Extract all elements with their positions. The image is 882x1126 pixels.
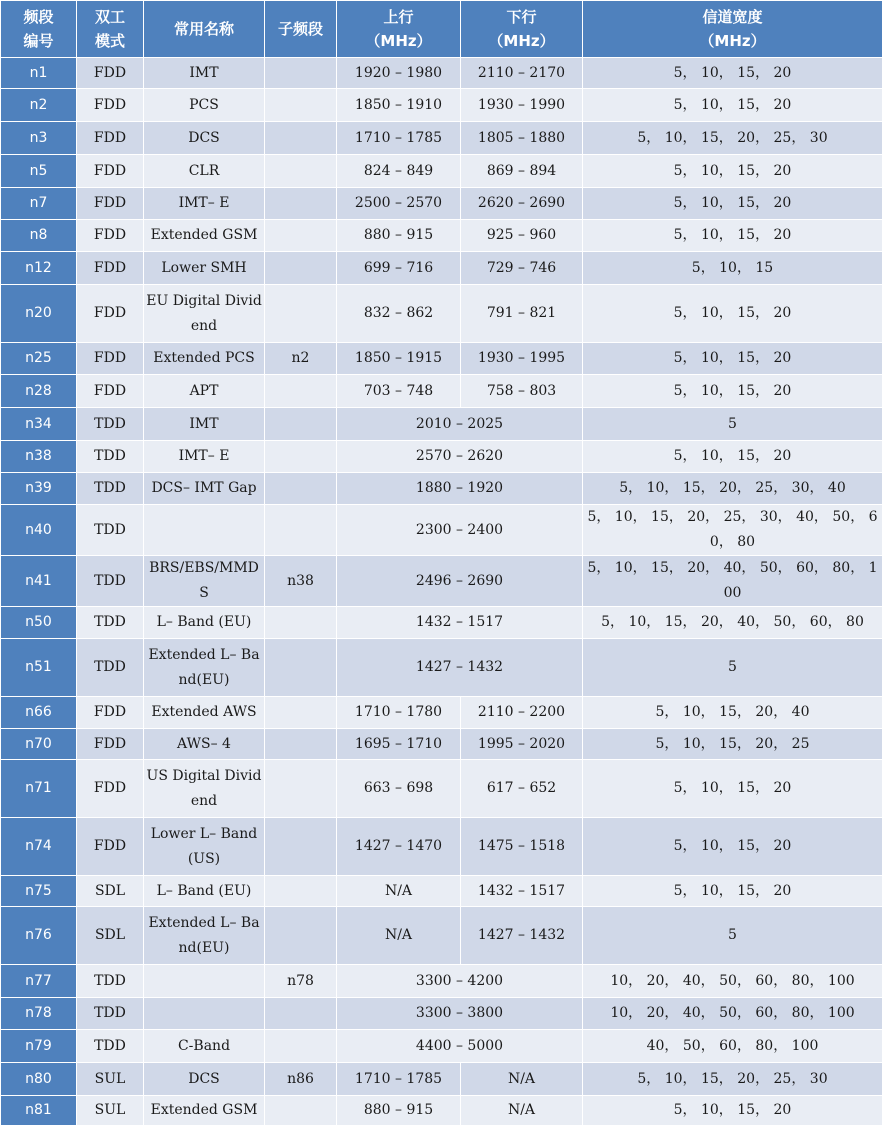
subband-cell xyxy=(265,1030,337,1063)
bandwidth-cell: 5， 10， 15， 20， 40 xyxy=(583,697,882,729)
band-cell: n76 xyxy=(1,907,77,965)
uplink-downlink-cell: 1427 – 1432 xyxy=(337,639,583,697)
name-cell: DCS xyxy=(144,122,265,155)
band-cell: n50 xyxy=(1,607,77,639)
downlink-cell: 1432 – 1517 xyxy=(461,876,583,907)
header-bandwidth xyxy=(583,1,882,58)
bandwidth-cell: 5， 10， 15， 20 xyxy=(583,58,882,89)
header-duplex-line2: 模式 xyxy=(79,29,141,53)
table-row xyxy=(1,1063,882,1096)
band-cell: n25 xyxy=(1,343,77,375)
uplink-cell: 824 – 849 xyxy=(337,155,461,188)
downlink-cell: 2110 – 2200 xyxy=(461,697,583,729)
bandwidth-cell: 5 xyxy=(583,408,882,441)
name-cell: IMT– E xyxy=(144,441,265,473)
uplink-downlink-cell: 2570 – 2620 xyxy=(337,441,583,473)
header-bandwidth-line1: 信道宽度 xyxy=(585,5,880,29)
name-cell: DCS xyxy=(144,1063,265,1096)
name-cell: BRS/EBS/MMDS xyxy=(144,556,265,607)
bandwidth-cell: 5， 10， 15 xyxy=(583,252,882,285)
subband-cell: n86 xyxy=(265,1063,337,1096)
table-row xyxy=(1,473,882,505)
duplex-cell: FDD xyxy=(77,375,144,408)
band-cell: n20 xyxy=(1,285,77,343)
table-row xyxy=(1,607,882,639)
table-row xyxy=(1,1030,882,1063)
name-cell: L– Band (EU) xyxy=(144,607,265,639)
bandwidth-cell: 5， 10， 15， 20 xyxy=(583,1096,882,1126)
band-cell: n8 xyxy=(1,220,77,252)
name-cell: CLR xyxy=(144,155,265,188)
uplink-downlink-cell: 4400 – 5000 xyxy=(337,1030,583,1063)
uplink-cell: 1695 – 1710 xyxy=(337,729,461,760)
subband-cell xyxy=(265,89,337,122)
bandwidth-cell: 40， 50， 60， 80， 100 xyxy=(583,1030,882,1063)
table-row xyxy=(1,188,882,220)
name-cell: US Digital Dividend xyxy=(144,760,265,818)
downlink-cell: 869 – 894 xyxy=(461,155,583,188)
downlink-cell: 1805 – 1880 xyxy=(461,122,583,155)
table-body xyxy=(1,58,882,1126)
name-cell xyxy=(144,965,265,998)
header-uplink-line1: 上行 xyxy=(339,5,458,29)
name-cell: Extended GSM xyxy=(144,220,265,252)
name-cell: PCS xyxy=(144,89,265,122)
bandwidth-cell: 5 xyxy=(583,907,882,965)
band-cell: n77 xyxy=(1,965,77,998)
duplex-cell: TDD xyxy=(77,441,144,473)
table-row xyxy=(1,876,882,907)
table-row xyxy=(1,965,882,998)
band-cell: n7 xyxy=(1,188,77,220)
table-row xyxy=(1,998,882,1030)
subband-cell xyxy=(265,998,337,1030)
duplex-cell: FDD xyxy=(77,729,144,760)
table-row xyxy=(1,122,882,155)
downlink-cell: 2110 – 2170 xyxy=(461,58,583,89)
duplex-cell: SUL xyxy=(77,1063,144,1096)
duplex-cell: FDD xyxy=(77,58,144,89)
bandwidth-cell: 5， 10， 15， 20， 25， 30， 40， 50， 60， 80 xyxy=(583,505,882,556)
bandwidth-cell: 5， 10， 15， 20 xyxy=(583,155,882,188)
downlink-cell: N/A xyxy=(461,1096,583,1126)
uplink-cell: 1850 – 1910 xyxy=(337,89,461,122)
subband-cell xyxy=(265,441,337,473)
header-duplex-line1: 双工 xyxy=(79,5,141,29)
subband-cell xyxy=(265,729,337,760)
subband-cell xyxy=(265,505,337,556)
table-row xyxy=(1,285,882,343)
bandwidth-cell: 5， 10， 15， 20 xyxy=(583,375,882,408)
band-cell: n71 xyxy=(1,760,77,818)
downlink-cell: 729 – 746 xyxy=(461,252,583,285)
duplex-cell: TDD xyxy=(77,965,144,998)
bandwidth-cell: 5， 10， 15， 20， 25， 30 xyxy=(583,1063,882,1096)
uplink-downlink-cell: 2300 – 2400 xyxy=(337,505,583,556)
name-cell: C-Band xyxy=(144,1030,265,1063)
duplex-cell: TDD xyxy=(77,998,144,1030)
table-row xyxy=(1,220,882,252)
band-cell: n39 xyxy=(1,473,77,505)
name-cell: Lower L– Band (US) xyxy=(144,818,265,876)
bandwidth-cell: 10， 20， 40， 50， 60， 80， 100 xyxy=(583,965,882,998)
name-cell: IMT xyxy=(144,58,265,89)
downlink-cell: 925 – 960 xyxy=(461,220,583,252)
duplex-cell: FDD xyxy=(77,697,144,729)
duplex-cell: FDD xyxy=(77,122,144,155)
header-downlink-line2: （MHz） xyxy=(463,29,580,53)
table-row xyxy=(1,907,882,965)
subband-cell xyxy=(265,252,337,285)
duplex-cell: FDD xyxy=(77,760,144,818)
bandwidth-cell: 5， 10， 15， 20 xyxy=(583,343,882,375)
band-cell: n41 xyxy=(1,556,77,607)
subband-cell xyxy=(265,220,337,252)
header-downlink-line1: 下行 xyxy=(463,5,580,29)
subband-cell: n78 xyxy=(265,965,337,998)
band-cell: n79 xyxy=(1,1030,77,1063)
downlink-cell: 758 – 803 xyxy=(461,375,583,408)
name-cell: Extended L– Band(EU) xyxy=(144,907,265,965)
uplink-cell: 832 – 862 xyxy=(337,285,461,343)
uplink-downlink-cell: 2010 – 2025 xyxy=(337,408,583,441)
band-cell: n2 xyxy=(1,89,77,122)
duplex-cell: FDD xyxy=(77,188,144,220)
duplex-cell: SUL xyxy=(77,1096,144,1126)
name-cell: Extended L– Band(EU) xyxy=(144,639,265,697)
duplex-cell: FDD xyxy=(77,89,144,122)
uplink-downlink-cell: 3300 – 4200 xyxy=(337,965,583,998)
bandwidth-cell: 5， 10， 15， 20， 25 xyxy=(583,729,882,760)
duplex-cell: FDD xyxy=(77,285,144,343)
header-band-line2: 编号 xyxy=(3,29,74,53)
table-row xyxy=(1,729,882,760)
table-row xyxy=(1,441,882,473)
bandwidth-cell: 5， 10， 15， 20， 40， 50， 60， 80， 100 xyxy=(583,556,882,607)
duplex-cell: TDD xyxy=(77,639,144,697)
name-cell: APT xyxy=(144,375,265,408)
header-subband: 子频段 xyxy=(265,1,337,58)
subband-cell xyxy=(265,375,337,408)
table-row xyxy=(1,556,882,607)
subband-cell xyxy=(265,285,337,343)
band-cell: n34 xyxy=(1,408,77,441)
band-cell: n1 xyxy=(1,58,77,89)
uplink-cell: N/A xyxy=(337,876,461,907)
header-duplex xyxy=(77,1,144,58)
name-cell xyxy=(144,998,265,1030)
downlink-cell: 617 – 652 xyxy=(461,760,583,818)
duplex-cell: SDL xyxy=(77,876,144,907)
duplex-cell: FDD xyxy=(77,818,144,876)
bandwidth-cell: 5， 10， 15， 20 xyxy=(583,89,882,122)
uplink-downlink-cell: 1880 – 1920 xyxy=(337,473,583,505)
band-cell: n12 xyxy=(1,252,77,285)
table-row xyxy=(1,343,882,375)
subband-cell xyxy=(265,408,337,441)
subband-cell xyxy=(265,818,337,876)
table-row xyxy=(1,155,882,188)
header-name: 常用名称 xyxy=(144,1,265,58)
subband-cell: n2 xyxy=(265,343,337,375)
downlink-cell: N/A xyxy=(461,1063,583,1096)
uplink-cell: 1427 – 1470 xyxy=(337,818,461,876)
downlink-cell: 2620 – 2690 xyxy=(461,188,583,220)
table-row xyxy=(1,58,882,89)
name-cell: EU Digital Dividend xyxy=(144,285,265,343)
bandwidth-cell: 5， 10， 15， 20， 25， 30， 40 xyxy=(583,473,882,505)
subband-cell xyxy=(265,876,337,907)
uplink-cell: 663 – 698 xyxy=(337,760,461,818)
duplex-cell: TDD xyxy=(77,607,144,639)
bandwidth-cell: 5 xyxy=(583,639,882,697)
band-cell: n28 xyxy=(1,375,77,408)
band-cell: n80 xyxy=(1,1063,77,1096)
duplex-cell: FDD xyxy=(77,155,144,188)
band-cell: n40 xyxy=(1,505,77,556)
table-row xyxy=(1,505,882,556)
downlink-cell: 1930 – 1995 xyxy=(461,343,583,375)
duplex-cell: TDD xyxy=(77,473,144,505)
name-cell: Lower SMH xyxy=(144,252,265,285)
subband-cell xyxy=(265,155,337,188)
header-uplink xyxy=(337,1,461,58)
uplink-cell: 1710 – 1785 xyxy=(337,122,461,155)
band-cell: n81 xyxy=(1,1096,77,1126)
bandwidth-cell: 5， 10， 15， 20， 40， 50， 60， 80 xyxy=(583,607,882,639)
band-cell: n5 xyxy=(1,155,77,188)
table-row xyxy=(1,697,882,729)
uplink-cell: N/A xyxy=(337,907,461,965)
uplink-cell: 1920 – 1980 xyxy=(337,58,461,89)
name-cell: AWS– 4 xyxy=(144,729,265,760)
name-cell: Extended AWS xyxy=(144,697,265,729)
band-cell: n3 xyxy=(1,122,77,155)
duplex-cell: TDD xyxy=(77,505,144,556)
bandwidth-cell: 5， 10， 15， 20 xyxy=(583,818,882,876)
band-cell: n78 xyxy=(1,998,77,1030)
subband-cell xyxy=(265,697,337,729)
duplex-cell: FDD xyxy=(77,252,144,285)
name-cell xyxy=(144,505,265,556)
bandwidth-cell: 5， 10， 15， 20 xyxy=(583,760,882,818)
subband-cell xyxy=(265,760,337,818)
uplink-cell: 703 – 748 xyxy=(337,375,461,408)
table-row xyxy=(1,375,882,408)
uplink-cell: 1710 – 1780 xyxy=(337,697,461,729)
subband-cell xyxy=(265,122,337,155)
header-band-line1: 频段 xyxy=(3,5,74,29)
name-cell: IMT xyxy=(144,408,265,441)
table-row xyxy=(1,252,882,285)
table-row xyxy=(1,818,882,876)
band-cell: n75 xyxy=(1,876,77,907)
name-cell: IMT– E xyxy=(144,188,265,220)
band-cell: n38 xyxy=(1,441,77,473)
band-cell: n66 xyxy=(1,697,77,729)
subband-cell xyxy=(265,1096,337,1126)
subband-cell xyxy=(265,473,337,505)
duplex-cell: TDD xyxy=(77,1030,144,1063)
bandwidth-cell: 5， 10， 15， 20 xyxy=(583,876,882,907)
bandwidth-cell: 5， 10， 15， 20， 25， 30 xyxy=(583,122,882,155)
header-uplink-line2: （MHz） xyxy=(339,29,458,53)
subband-cell xyxy=(265,639,337,697)
bandwidth-cell: 5， 10， 15， 20 xyxy=(583,441,882,473)
header-row xyxy=(1,1,882,58)
name-cell: DCS– IMT Gap xyxy=(144,473,265,505)
bandwidth-cell: 5， 10， 15， 20 xyxy=(583,220,882,252)
name-cell: Extended PCS xyxy=(144,343,265,375)
subband-cell xyxy=(265,58,337,89)
bandwidth-cell: 5， 10， 15， 20 xyxy=(583,285,882,343)
table-row xyxy=(1,1096,882,1126)
name-cell: L– Band (EU) xyxy=(144,876,265,907)
uplink-downlink-cell: 2496 – 2690 xyxy=(337,556,583,607)
uplink-cell: 1850 – 1915 xyxy=(337,343,461,375)
band-cell: n74 xyxy=(1,818,77,876)
name-cell: Extended GSM xyxy=(144,1096,265,1126)
downlink-cell: 791 – 821 xyxy=(461,285,583,343)
header-band xyxy=(1,1,77,58)
bandwidth-cell: 5， 10， 15， 20 xyxy=(583,188,882,220)
duplex-cell: FDD xyxy=(77,343,144,375)
uplink-cell: 1710 – 1785 xyxy=(337,1063,461,1096)
duplex-cell: TDD xyxy=(77,408,144,441)
band-cell: n51 xyxy=(1,639,77,697)
duplex-cell: FDD xyxy=(77,220,144,252)
uplink-downlink-cell: 1432 – 1517 xyxy=(337,607,583,639)
table-row xyxy=(1,760,882,818)
duplex-cell: TDD xyxy=(77,556,144,607)
downlink-cell: 1427 – 1432 xyxy=(461,907,583,965)
uplink-downlink-cell: 3300 – 3800 xyxy=(337,998,583,1030)
subband-cell: n38 xyxy=(265,556,337,607)
downlink-cell: 1995 – 2020 xyxy=(461,729,583,760)
subband-cell xyxy=(265,188,337,220)
duplex-cell: SDL xyxy=(77,907,144,965)
uplink-cell: 2500 – 2570 xyxy=(337,188,461,220)
band-cell: n70 xyxy=(1,729,77,760)
downlink-cell: 1930 – 1990 xyxy=(461,89,583,122)
uplink-cell: 880 – 915 xyxy=(337,220,461,252)
table-row xyxy=(1,639,882,697)
header-bandwidth-line2: （MHz） xyxy=(585,29,880,53)
uplink-cell: 699 – 716 xyxy=(337,252,461,285)
table-row xyxy=(1,89,882,122)
header-downlink xyxy=(461,1,583,58)
subband-cell xyxy=(265,907,337,965)
table-row xyxy=(1,408,882,441)
downlink-cell: 1475 – 1518 xyxy=(461,818,583,876)
bandwidth-cell: 10， 20， 40， 50， 60， 80， 100 xyxy=(583,998,882,1030)
subband-cell xyxy=(265,607,337,639)
uplink-cell: 880 – 915 xyxy=(337,1096,461,1126)
